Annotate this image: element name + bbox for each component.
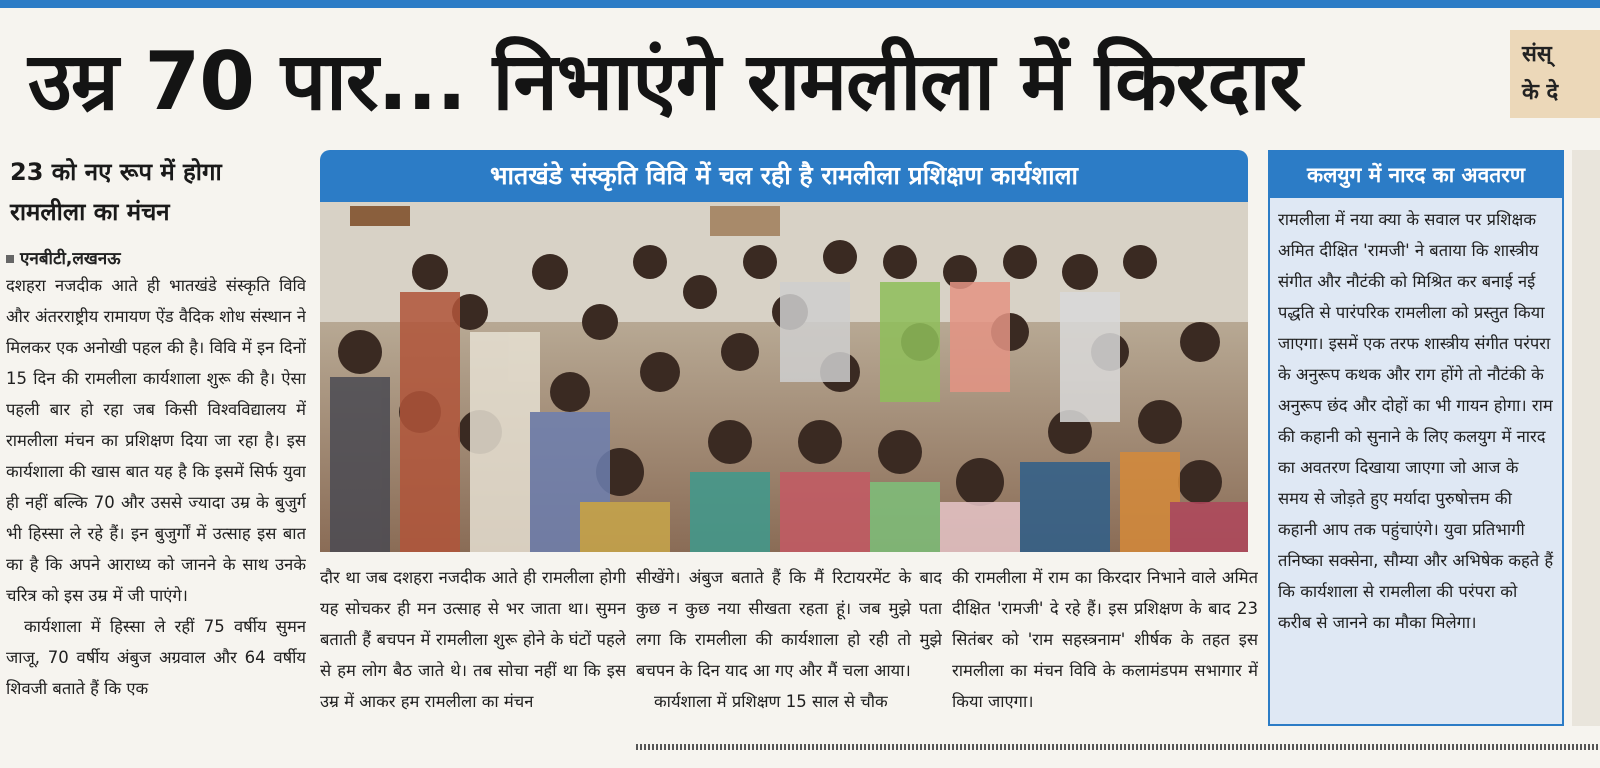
paragraph: कार्यशाला में हिस्सा ले रहीं 75 वर्षीय सुमन जाजू, 70 वर्षीय अंबुज अग्रवाल और 64 वर्षीय शिवजी बताते हैं कि एक [6, 617, 306, 698]
sidebar-title: कलयुग में नारद का अवतरण [1270, 152, 1562, 198]
corner-teaser-line: के दे [1522, 80, 1559, 105]
article-column-4 [952, 562, 1258, 738]
subheadline-line: 23 को नए रूप में होगा [10, 158, 222, 186]
sidebar-box [1268, 150, 1564, 726]
photo-caption-banner: भातखंडे संस्कृति विवि में चल रही है रामलीला प्रशिक्षण कार्यशाला [320, 150, 1248, 202]
paragraph: रामलीला में नया क्या के सवाल पर प्रशिक्षक अमित दीक्षित 'रामजी' ने बताया कि शास्त्रीय संगीत और नौटंकी को मिश्रित कर बनाई नई पद्धति से पारंपरिक रामलीला को प्रस्तुत किया जाएगा। इसमें एक तरफ शास्त्रीय संगीत परंपरा के अनुरूप कथक और राग होंगे तो नौटंकी के अनुरूप छंद और दोहों का भी गायन होगा। राम की कहानी को सुनाने के लिए कलयुग में नारद का अवतरण दिखाया जाएगा जो आज के समय से जोड़ते हुए मर्यादा पुरुषोत्तम की कहानी आप तक पहुंचाएंगे। युवा प्रतिभागी तनिष्का सक्सेना, सौम्या और अभिषेक कहते हैं कि कार्यशाला से रामलीला की परंपरा को करीब से जानने का मौका मिलेगा। [1278, 210, 1554, 632]
corner-teaser-line: संस् [1522, 42, 1552, 67]
subheadline [10, 152, 310, 232]
article-column-1 [6, 270, 306, 730]
byline [6, 246, 306, 269]
sidebar-body [1278, 204, 1554, 724]
paragraph: दौर था जब दशहरा नजदीक आते ही रामलीला होगी यह सोचकर ही मन उत्साह से भर जाता था। सुमन बताती हैं बचपन में रामलीला शुरू होने के घंटों पहले से हम लोग बैठ जाते थे। तब सोचा नहीं था कि इस उम्र में आकर हम रामलीला का मंचन [320, 568, 626, 711]
paragraph: सीखेंगे। अंबुज बताते हैं कि मैं रिटायरमेंट के बाद कुछ न कुछ नया सीखता रहता हूं। जब मुझे पता लगा कि रामलीला की कार्यशाला हो रही तो मुझे बचपन के दिन याद आ गए और मैं चला आया। [636, 568, 942, 680]
square-bullet-icon [6, 255, 14, 263]
headline: उम्र 70 पार... निभाएंगे रामलीला में किरदार [28, 35, 1302, 128]
group-photo-illustration [320, 202, 1248, 552]
paragraph: कार्यशाला में प्रशिक्षण 15 साल से चौक [654, 692, 888, 711]
paragraph: की रामलीला में राम का किरदार निभाने वाले अमित दीक्षित 'रामजी' दे रहे हैं। इस प्रशिक्षण के बाद 23 सितंबर को 'राम सहस्त्रनाम' शीर्षक के तहत इस रामलीला का मंचन विवि के कलामंडपम सभागार में किया जाएगा। [952, 568, 1258, 711]
article-column-2 [320, 562, 626, 738]
paragraph: दशहरा नजदीक आते ही भातखंडे संस्कृति विवि और अंतरराष्ट्रीय रामायण ऐंड वैदिक शोध संस्थान ने मिलकर एक अनोखी पहल की है। विवि में इन दिनों 15 दिन की रामलीला कार्यशाला शुरू की है। ऐसा पहली बार हो रहा जब किसी विश्वविद्यालय में रामलीला मंचन का प्रशिक्षण दिया जा रहा है। इस कार्यशाला की खास बात यह है कि इसमें सिर्फ युवा ही नहीं बल्कि 70 और उससे ज्यादा उम्र के बुजुर्ग भी हिस्सा ले रहे हैं। इन बुजुर्गों में उत्साह इस बात का है कि अपने आराध्य को जानने के साथ उनके चरित्र को इस उम्र में जी पाएंगे। [6, 276, 306, 605]
top-logo-mark [58, 0, 92, 8]
top-color-bar [0, 0, 1600, 8]
article-column-3 [636, 562, 942, 738]
group-photo [320, 202, 1248, 552]
byline-text: एनबीटी,लखनऊ [20, 249, 121, 269]
adjacent-article-edge [1572, 150, 1600, 726]
footer-dotted-rule [636, 744, 1600, 750]
corner-teaser [1510, 30, 1600, 118]
subheadline-line: रामलीला का मंचन [10, 198, 170, 226]
